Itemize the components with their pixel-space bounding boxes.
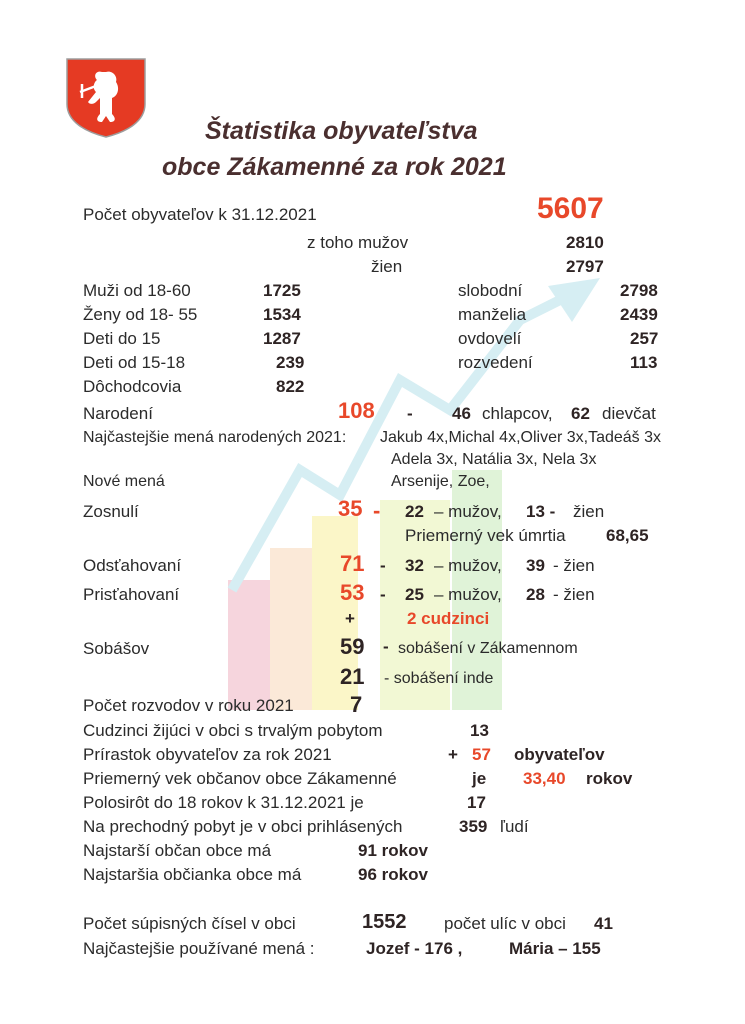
births-dash: -: [407, 404, 413, 423]
common-baby-names-label: Najčastejšie mená narodených 2021:: [83, 429, 347, 446]
average-age-je: je: [472, 769, 487, 788]
deaths-total: 35: [338, 496, 363, 521]
emigrated-men-label: – mužov,: [434, 556, 502, 575]
marriages-elsewhere-label: - sobášení inde: [384, 670, 494, 687]
oldest-man-label: Najstarší občan obce má: [83, 841, 272, 860]
deaths-men-count: 22: [405, 502, 424, 521]
emigrated-label: Odsťahovaní: [83, 556, 182, 575]
age-group-value: 239: [276, 353, 305, 372]
average-age-label: Priemerný vek občanov obce Zákamenné: [83, 769, 397, 788]
population-label: Počet obyvateľov k 31.12.2021: [83, 205, 317, 224]
oldest-woman-value: 96 rokov: [358, 865, 428, 884]
increase-unit: obyvateľov: [514, 745, 605, 764]
house-numbers-label: Počet súpisných čísel v obci: [83, 914, 296, 933]
deaths-dash: -: [373, 498, 381, 523]
emigrated-total: 71: [340, 551, 365, 576]
immigrated-plus: +: [345, 609, 355, 628]
common-names-label: Najčastejšie používané mená :: [83, 939, 315, 958]
temporary-residence-unit: ľudí: [500, 817, 529, 836]
age-group-value: 1287: [263, 329, 301, 348]
immigrated-women-label: - žien: [553, 585, 595, 604]
emigrated-women-count: 39: [526, 556, 545, 575]
marital-label: ovdovelí: [458, 329, 522, 348]
orphans-label: Polosirôt do 18 rokov k 31.12.2021 je: [83, 793, 364, 812]
marital-value: 257: [630, 329, 659, 348]
marital-value: 2798: [620, 281, 658, 300]
age-group-label: Ženy od 18- 55: [83, 305, 198, 324]
common-baby-names-line2: Adela 3x, Natália 3x, Nela 3x: [391, 451, 597, 468]
marital-label: manželia: [458, 305, 527, 324]
deaths-women-count: 13 -: [526, 502, 556, 521]
increase-plus: +: [448, 745, 458, 764]
age-group-value: 1725: [263, 281, 301, 300]
immigrated-label: Prisťahovaní: [83, 585, 180, 604]
increase-label: Prírastok obyvateľov za rok 2021: [83, 745, 332, 764]
orphans-value: 17: [467, 793, 486, 812]
emigrated-dash: -: [380, 556, 386, 575]
marital-value: 113: [630, 353, 658, 372]
immigrated-foreigners: 2 cudzinci: [407, 609, 490, 628]
population-total: 5607: [537, 192, 604, 225]
men-label: z toho mužov: [307, 233, 409, 252]
births-boys-count: 46: [452, 404, 471, 423]
immigrated-total: 53: [340, 580, 365, 605]
men-count: 2810: [566, 233, 604, 252]
marriages-elsewhere-count: 21: [340, 664, 365, 689]
death-avg-age-value: 68,65: [606, 526, 649, 545]
bg-bar-orange: [270, 548, 316, 710]
immigrated-dash: -: [380, 585, 386, 604]
immigrated-men-label: – mužov,: [434, 585, 502, 604]
foreigners-label: Cudzinci žijúci v obci s trvalým pobytom: [83, 721, 383, 740]
births-boys-label: chlapcov,: [482, 404, 553, 423]
women-label: žien: [371, 257, 403, 276]
marital-label: rozvedení: [458, 353, 533, 372]
bg-bar-pink: [228, 580, 274, 710]
women-count: 2797: [566, 257, 604, 276]
emigrated-women-label: - žien: [553, 556, 595, 575]
new-names-values: Arsenije, Zoe,: [391, 473, 490, 490]
age-group-value: 822: [276, 377, 305, 396]
marriages-here-count: 59: [340, 634, 365, 659]
foreigners-value: 13: [470, 721, 489, 740]
marriages-here-label: sobášení v Zákamennom: [398, 640, 578, 657]
oldest-woman-label: Najstaršia občianka obce má: [83, 865, 302, 884]
age-group-value: 1534: [263, 305, 301, 324]
births-label: Narodení: [83, 404, 153, 423]
average-age-value: 33,40: [523, 769, 566, 788]
marriages-label: Sobášov: [83, 639, 150, 658]
temporary-residence-value: 359: [459, 817, 488, 836]
average-age-unit: rokov: [586, 769, 633, 788]
marital-value: 2439: [620, 305, 658, 324]
common-female-name: Mária – 155: [509, 939, 601, 958]
common-male-name: Jozef - 176 ,: [366, 939, 463, 958]
death-avg-age-label: Priemerný vek úmrtia: [405, 526, 566, 545]
immigrated-women-count: 28: [526, 585, 545, 604]
increase-value: 57: [472, 745, 491, 764]
streets-label: počet ulíc v obci: [444, 914, 566, 933]
deaths-label: Zosnulí: [83, 502, 139, 521]
immigrated-men-count: 25: [405, 585, 424, 604]
marital-label: slobodní: [458, 281, 523, 300]
divorces-label: Počet rozvodov v roku 2021: [83, 696, 294, 715]
common-baby-names-line1: Jakub 4x,Michal 4x,Oliver 3x,Tadeáš 3x: [380, 429, 662, 446]
births-girls-count: 62: [571, 404, 590, 423]
house-numbers-value: 1552: [362, 911, 407, 933]
oldest-man-value: 91 rokov: [358, 841, 428, 860]
age-group-label: Deti od 15-18: [83, 353, 186, 372]
marriages-dash: -: [383, 637, 389, 656]
divorces-value: 7: [350, 692, 363, 717]
age-group-label: Muži od 18-60: [83, 281, 191, 300]
page-title-line1: Štatistika obyvateľstva: [205, 117, 478, 145]
births-girls-label: dievčat: [602, 404, 656, 423]
deaths-women-label: žien: [573, 502, 605, 521]
age-group-label: Deti do 15: [83, 329, 161, 348]
age-group-label: Dôchodcovia: [83, 377, 182, 396]
page-title-line2: obce Zákamenné za rok 2021: [162, 153, 507, 181]
deaths-men-label: – mužov,: [434, 502, 502, 521]
emigrated-men-count: 32: [405, 556, 424, 575]
coat-of-arms-logo: [66, 58, 146, 138]
temporary-residence-label: Na prechodný pobyt je v obci prihlásených: [83, 817, 403, 836]
births-total: 108: [338, 398, 375, 423]
new-names-label: Nové mená: [83, 473, 165, 490]
streets-value: 41: [594, 914, 613, 933]
